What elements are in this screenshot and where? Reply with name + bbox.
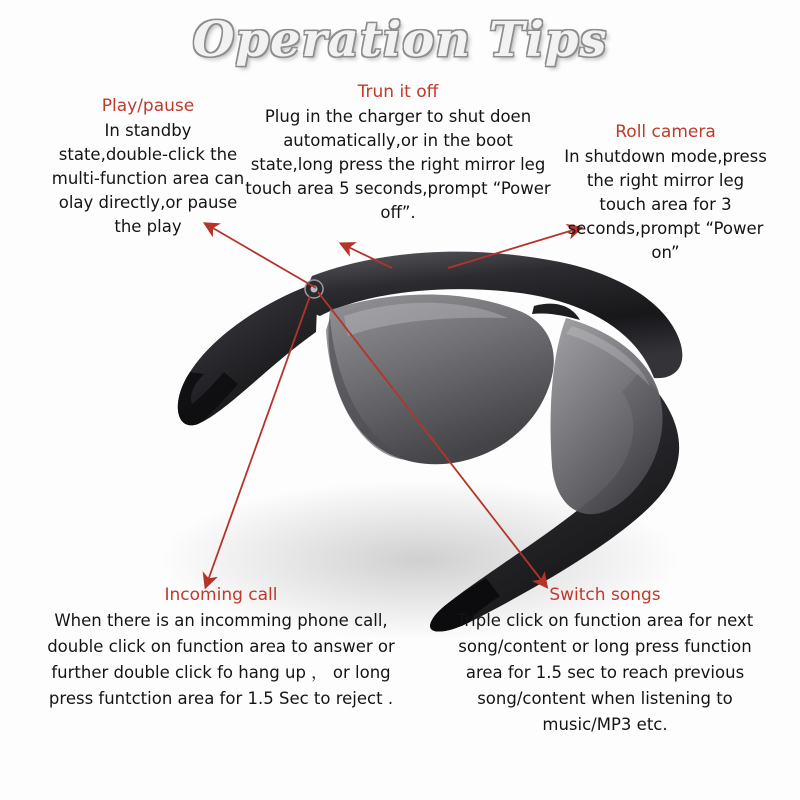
callout-roll-camera [563, 122, 768, 265]
callout-heading-incoming-call: Incoming call [164, 585, 278, 605]
page-title: Operation Tips [192, 12, 608, 68]
callout-play-pause [48, 96, 248, 239]
callout-heading-switch-songs: Switch songs [549, 585, 661, 605]
callout-body-turn-it-off: Plug in the charger to shut doen automatically,or in the boot state,long press the right mirror leg touch area 5 seconds,prompt “Power off”. [245, 107, 551, 222]
callout-body-incoming-call: When there is an incomming phone call, double click on function area to answer or further double click fo hang up ， or long press funtction area for 1.5 Sec to reject . [47, 611, 395, 708]
callout-body-switch-songs: Triple click on function area for next song/content or long press function area for 1.5 sec to reach previous song/content when listening to music/MP3 etc. [456, 611, 754, 734]
callout-heading-roll-camera: Roll camera [615, 122, 716, 142]
callout-turn-it-off [243, 82, 553, 225]
callout-body-play-pause: In standby state,double-click the multi-function area can olay directly,or pause the play [51, 121, 245, 236]
callout-body-roll-camera: In shutdown mode,press the right mirror leg touch area for 3 seconds,prompt “Power on” [564, 147, 767, 262]
callout-switch-songs [455, 585, 755, 738]
callout-incoming-call [30, 585, 412, 712]
callout-heading-turn-it-off: Trun it off [357, 82, 439, 102]
callout-heading-play-pause: Play/pause [101, 96, 195, 116]
